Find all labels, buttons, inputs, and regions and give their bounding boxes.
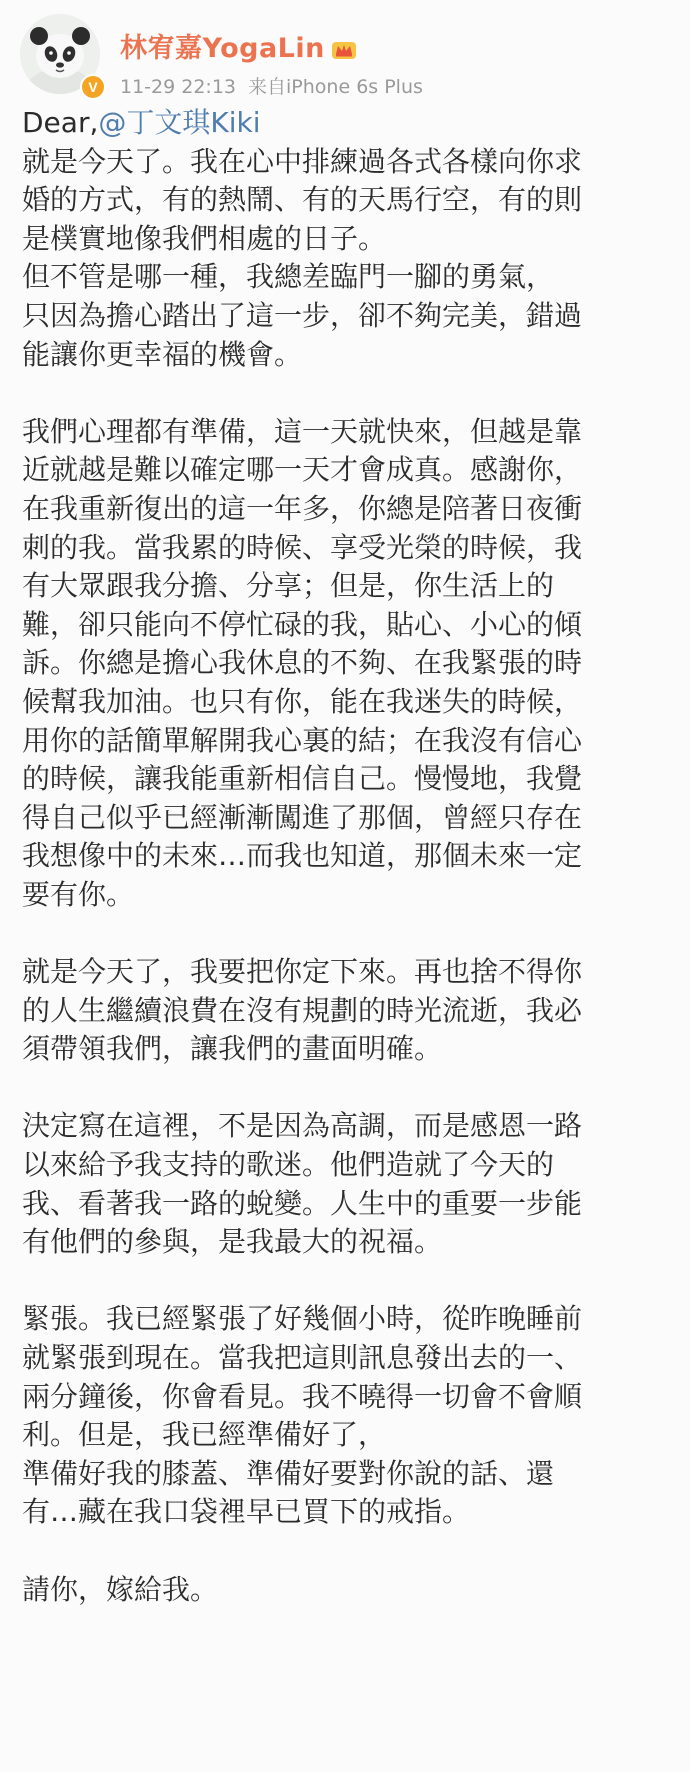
paragraph-gap (22, 914, 672, 953)
paragraph: 就是今天了。我在心中排練過各式各樣向你求 婚的方式，有的熱鬧、有的天馬行空，有的則 是樸實地像我們相處的日子。 但不管是哪一種，我總差臨門一腳的勇氣， 只因為擔心踏出了這一步，卻不夠完美，錯過 能讓你更幸福的機會。 (22, 144, 583, 371)
paragraph: 就是今天了，我要把你定下來。再也捨不得你 的人生繼續浪費在沒有規劃的時光流逝，我必 須帶領我們，讓我們的畫面明確。 (22, 955, 583, 1066)
greeting-line (22, 104, 672, 143)
post-meta (120, 72, 423, 99)
post-header (20, 14, 670, 104)
avatar-wrapper[interactable] (20, 14, 100, 94)
member-crown-icon (331, 37, 357, 59)
paragraph-gap (22, 374, 672, 413)
paragraph-gap (22, 1262, 672, 1301)
greeting: Dear, (22, 106, 99, 139)
post-content (22, 104, 672, 1609)
paragraph: 我們心理都有準備，這一天就快來，但越是靠 近就越是難以確定哪一天才會成真。感謝你， 在我重新復出的這一年多，你總是陪著日夜衝 刺的我。當我累的時候、享受光榮的時候，我 有大眾跟我分擔、分享；但是，你生活上的 難，卻只能向不停忙碌的我，貼心、小心的傾 訴。你總是擔心我休息的不夠、在我緊張的時 候幫我加油。也只有你，能在我迷失的時候， 用你的話簡單解開我心裏的結；在我沒有信心 的時候，讓我能重新相信自己。慢慢地，我覺 得自己似乎已經漸漸闖進了那個，曾經只存在 我想像中的未來…而我也知道，那個未來一定 要有你。 (22, 414, 583, 911)
verified-badge-icon: V (80, 74, 106, 100)
paragraph: 緊張。我已經緊張了好幾個小時，從昨晚睡前 就緊張到現在。當我把這則訊息發出去的一、 兩分鐘後，你會看見。我不曉得一切會不會順 利。但是，我已經準備好了， 準備好我的膝蓋、準備好要對你說的話、還 有…藏在我口袋裡早已買下的戒指。 (22, 1302, 583, 1529)
author-name-link[interactable] (120, 26, 357, 65)
paragraph-gap (22, 1069, 672, 1108)
paragraph-gap (22, 1532, 672, 1571)
author-name[interactable]: 林宥嘉YogaLin (120, 33, 325, 64)
mention-link[interactable]: @丁文琪Kiki (98, 106, 261, 139)
post-source[interactable]: 来自iPhone 6s Plus (248, 76, 423, 98)
post-time[interactable]: 11-29 22:13 (120, 76, 237, 98)
paragraph: 請你，嫁給我。 (22, 1572, 219, 1606)
paragraph: 決定寫在這裡，不是因為高調，而是感恩一路 以來給予我支持的歌迷。他們造就了今天的 我、看著我一路的蛻變。人生中的重要一步能 有他們的參與，是我最大的祝福。 (22, 1109, 583, 1259)
